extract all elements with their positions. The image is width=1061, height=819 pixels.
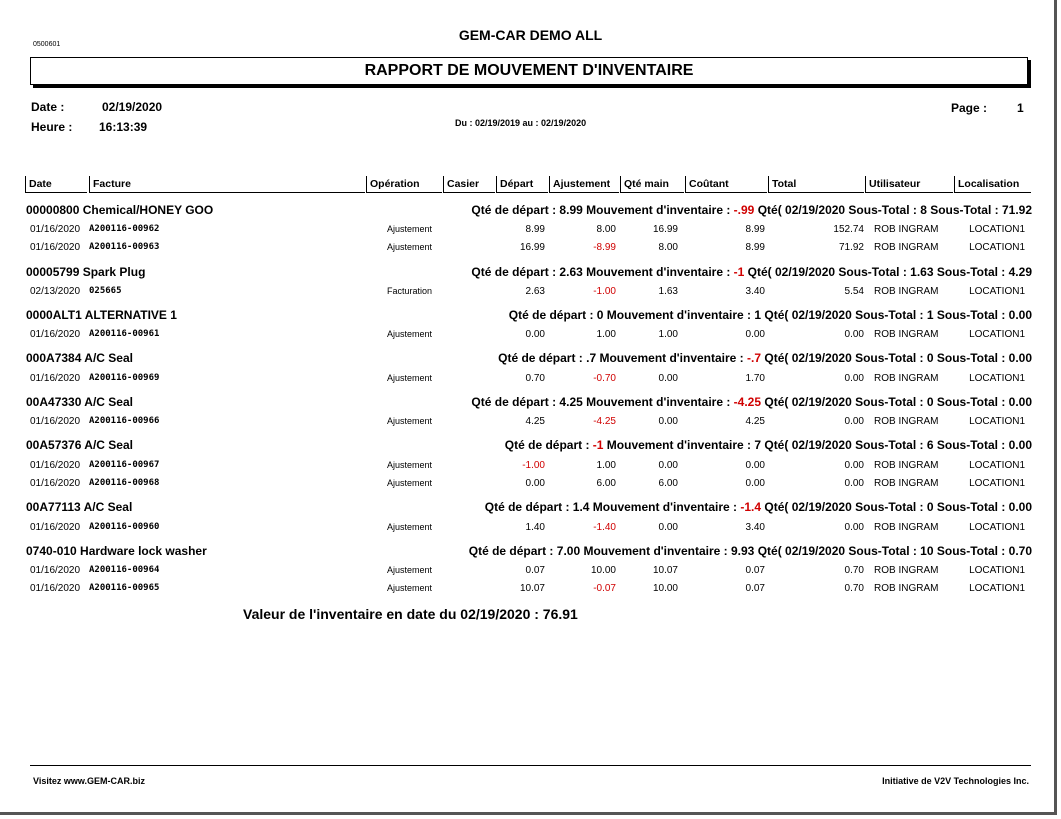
summary-text: Qté de départ : .7 Mouvement d'inventaire : xyxy=(498,351,748,365)
row-location: LOCATION1 xyxy=(969,373,1025,384)
row-ajustement: -0.07 xyxy=(593,583,616,594)
row-qte-main: 10.00 xyxy=(652,583,678,594)
row-facture: A200116-00960 xyxy=(89,522,160,532)
row-qte-main: 10.07 xyxy=(652,565,678,576)
table-row xyxy=(0,329,1061,343)
col-casier: Casier xyxy=(443,176,495,193)
col-utilisateur: Utilisateur xyxy=(865,176,953,193)
col-facture: Facture xyxy=(89,176,365,193)
row-coutant: 1.70 xyxy=(745,373,765,384)
row-depart: 1.40 xyxy=(525,522,545,533)
inventory-total: Valeur de l'inventaire en date du 02/19/2020 : 76.91 xyxy=(243,606,578,622)
group-name: 000A7384 A/C Seal xyxy=(26,351,133,365)
row-coutant: 0.07 xyxy=(745,565,765,576)
row-facture: A200116-00967 xyxy=(89,460,160,470)
table-row xyxy=(0,583,1061,597)
row-location: LOCATION1 xyxy=(969,460,1025,471)
row-depart: 0.00 xyxy=(525,478,545,489)
row-qte-main: 0.00 xyxy=(658,460,678,471)
row-date: 01/16/2020 xyxy=(30,242,81,253)
row-total: 71.92 xyxy=(838,242,864,253)
col-depart: Départ xyxy=(496,176,548,193)
row-depart: 16.99 xyxy=(519,242,545,253)
row-date: 01/16/2020 xyxy=(30,329,81,340)
company-name: GEM-CAR DEMO ALL xyxy=(458,27,603,43)
row-facture: A200116-00964 xyxy=(89,565,160,575)
row-ajustement: 6.00 xyxy=(596,478,616,489)
page-label: Page : xyxy=(951,101,988,115)
row-user: ROB INGRAM xyxy=(874,373,939,384)
group-summary xyxy=(498,351,1032,365)
row-date: 01/16/2020 xyxy=(30,224,81,235)
row-depart: 4.25 xyxy=(525,416,545,427)
summary-text: Qté de départ : 1.4 Mouvement d'inventaire : xyxy=(484,500,741,514)
row-coutant: 0.07 xyxy=(745,583,765,594)
row-user: ROB INGRAM xyxy=(874,329,939,340)
row-location: LOCATION1 xyxy=(969,329,1025,340)
row-operation: Ajustement xyxy=(386,224,432,234)
row-date: 01/16/2020 xyxy=(30,460,81,471)
row-coutant: 0.00 xyxy=(745,460,765,471)
group-summary xyxy=(505,438,1032,452)
row-operation: Ajustement xyxy=(386,478,432,488)
row-operation: Ajustement xyxy=(386,460,432,470)
summary-movement: -1 xyxy=(592,438,604,452)
row-total: 0.00 xyxy=(844,478,864,489)
row-ajustement: -1.40 xyxy=(593,522,616,533)
footer-divider xyxy=(30,765,1031,766)
group-header xyxy=(26,351,1032,368)
col-localisation: Localisation xyxy=(954,176,1031,193)
row-date: 01/16/2020 xyxy=(30,565,81,576)
summary-text: Qté de départ : 7.00 Mouvement d'inventaire : 9.93 Qté( 02/19/2020 Sous-Total : 10 Sous-Total : 0.70 xyxy=(468,544,1032,558)
row-total: 0.00 xyxy=(844,522,864,533)
row-user: ROB INGRAM xyxy=(874,460,939,471)
row-depart: 0.00 xyxy=(525,329,545,340)
row-location: LOCATION1 xyxy=(969,478,1025,489)
col-coutant: Coûtant xyxy=(685,176,767,193)
row-user: ROB INGRAM xyxy=(874,416,939,427)
group-name: 00005799 Spark Plug xyxy=(26,265,146,279)
row-date: 01/16/2020 xyxy=(30,583,81,594)
column-headers xyxy=(25,176,1031,194)
row-total: 0.70 xyxy=(844,565,864,576)
table-row xyxy=(0,460,1061,474)
row-ajustement: -8.99 xyxy=(593,242,616,253)
row-operation: Ajustement xyxy=(386,416,432,426)
row-operation: Ajustement xyxy=(386,522,432,532)
group-summary xyxy=(509,308,1032,322)
group-header xyxy=(26,438,1032,455)
row-total: 0.70 xyxy=(844,583,864,594)
row-date: 01/16/2020 xyxy=(30,373,81,384)
row-qte-main: 0.00 xyxy=(658,522,678,533)
group-summary xyxy=(471,203,1032,217)
row-ajustement: 8.00 xyxy=(596,224,616,235)
row-location: LOCATION1 xyxy=(969,224,1025,235)
row-total: 0.00 xyxy=(844,373,864,384)
row-date: 01/16/2020 xyxy=(30,522,81,533)
footer-credit: Initiative de V2V Technologies Inc. xyxy=(882,776,1029,786)
date-label: Date : xyxy=(31,100,65,114)
group-summary xyxy=(469,544,1032,558)
row-ajustement: 1.00 xyxy=(596,460,616,471)
date-range: Du : 02/19/2019 au : 02/19/2020 xyxy=(455,118,587,128)
group-header xyxy=(26,308,1032,325)
col-ajustement: Ajustement xyxy=(549,176,619,193)
summary-movement: -.7 xyxy=(747,351,762,365)
group-name: 00A57376 A/C Seal xyxy=(26,438,133,452)
date-value: 02/19/2020 xyxy=(102,100,163,114)
footer-website: Visitez www.GEM-CAR.biz xyxy=(33,776,146,786)
summary-text: Qté( 02/19/2020 Sous-Total : 1 Sous-Total : 0.00 xyxy=(761,308,1032,322)
table-row xyxy=(0,242,1061,256)
table-row xyxy=(0,416,1061,430)
group-name: 0000ALT1 ALTERNATIVE 1 xyxy=(26,308,177,322)
row-qte-main: 6.00 xyxy=(658,478,678,489)
row-operation: Facturation xyxy=(386,286,432,296)
row-coutant: 3.40 xyxy=(745,522,765,533)
row-qte-main: 1.00 xyxy=(658,329,678,340)
row-user: ROB INGRAM xyxy=(874,583,939,594)
row-operation: Ajustement xyxy=(386,329,432,339)
row-ajustement: -1.00 xyxy=(593,286,616,297)
row-facture: A200116-00969 xyxy=(89,373,160,383)
row-operation: Ajustement xyxy=(386,565,432,575)
row-depart: 0.07 xyxy=(525,565,545,576)
row-location: LOCATION1 xyxy=(969,286,1025,297)
row-facture: A200116-00961 xyxy=(89,329,160,339)
row-depart: 8.99 xyxy=(525,224,545,235)
summary-movement: -1 xyxy=(733,265,745,279)
group-name: 00A77113 A/C Seal xyxy=(26,500,133,514)
row-depart: 2.63 xyxy=(525,286,545,297)
row-depart: -1.00 xyxy=(522,460,545,471)
summary-text: Qté( 02/19/2020 Sous-Total : 0 Sous-Total : 0.00 xyxy=(761,395,1032,409)
summary-movement: -.99 xyxy=(733,203,755,217)
row-user: ROB INGRAM xyxy=(874,478,939,489)
summary-text: Qté( 02/19/2020 Sous-Total : 0 Sous-Total : 0.00 xyxy=(761,351,1032,365)
group-summary xyxy=(471,265,1032,279)
summary-movement: -1.4 xyxy=(740,500,762,514)
row-coutant: 0.00 xyxy=(745,329,765,340)
time-value: 16:13:39 xyxy=(99,120,148,134)
row-qte-main: 1.63 xyxy=(658,286,678,297)
row-user: ROB INGRAM xyxy=(874,286,939,297)
summary-text: Qté de départ : 2.63 Mouvement d'inventaire : xyxy=(471,265,734,279)
group-header xyxy=(26,395,1032,412)
col-operation: Opération xyxy=(366,176,442,193)
row-depart: 0.70 xyxy=(525,373,545,384)
row-ajustement: 10.00 xyxy=(590,565,616,576)
row-user: ROB INGRAM xyxy=(874,565,939,576)
row-location: LOCATION1 xyxy=(969,565,1025,576)
group-name: 00A47330 A/C Seal xyxy=(26,395,133,409)
row-total: 152.74 xyxy=(833,224,864,235)
group-name: 0740-010 Hardware lock washer xyxy=(26,544,207,558)
row-date: 02/13/2020 xyxy=(30,286,81,297)
table-row xyxy=(0,522,1061,536)
row-location: LOCATION1 xyxy=(969,242,1025,253)
row-operation: Ajustement xyxy=(386,242,432,252)
row-operation: Ajustement xyxy=(386,583,432,593)
row-total: 0.00 xyxy=(844,416,864,427)
row-user: ROB INGRAM xyxy=(874,522,939,533)
row-total: 5.54 xyxy=(844,286,864,297)
row-qte-main: 0.00 xyxy=(658,416,678,427)
summary-text: Qté de départ : xyxy=(504,438,593,452)
row-total: 0.00 xyxy=(844,460,864,471)
table-row xyxy=(0,224,1061,238)
row-coutant: 3.40 xyxy=(745,286,765,297)
table-row xyxy=(0,286,1061,300)
table-row xyxy=(0,478,1061,492)
row-ajustement: 1.00 xyxy=(596,329,616,340)
summary-text: Qté( 02/19/2020 Sous-Total : 8 Sous-Total : 71.92 xyxy=(754,203,1032,217)
summary-movement: -4.25 xyxy=(733,395,762,409)
col-qte-main: Qté main xyxy=(620,176,684,193)
page-number: 1 xyxy=(1017,101,1024,115)
row-facture: A200116-00965 xyxy=(89,583,160,593)
row-coutant: 4.25 xyxy=(745,416,765,427)
summary-text: Mouvement d'inventaire : 7 Qté( 02/19/2020 Sous-Total : 6 Sous-Total : 0.00 xyxy=(603,438,1032,452)
row-facture: A200116-00966 xyxy=(89,416,160,426)
table-row xyxy=(0,565,1061,579)
col-total: Total xyxy=(768,176,864,193)
group-summary xyxy=(485,500,1032,514)
row-location: LOCATION1 xyxy=(969,416,1025,427)
table-row xyxy=(0,373,1061,387)
col-date: Date xyxy=(25,176,87,193)
row-ajustement: -4.25 xyxy=(593,416,616,427)
report-code: 0500601 xyxy=(33,41,61,48)
row-date: 01/16/2020 xyxy=(30,416,81,427)
row-qte-main: 8.00 xyxy=(658,242,678,253)
summary-text: Qté de départ : 0 Mouvement d'inventaire : 1 xyxy=(508,308,762,322)
row-user: ROB INGRAM xyxy=(874,242,939,253)
report-title: RAPPORT DE MOUVEMENT D'INVENTAIRE xyxy=(30,57,1028,85)
group-header xyxy=(26,203,1032,220)
group-name: 00000800 Chemical/HONEY GOO xyxy=(26,203,214,217)
row-ajustement: -0.70 xyxy=(593,373,616,384)
row-location: LOCATION1 xyxy=(969,583,1025,594)
time-label: Heure : xyxy=(31,120,73,134)
row-coutant: 0.00 xyxy=(745,478,765,489)
group-header xyxy=(26,544,1032,561)
row-total: 0.00 xyxy=(844,329,864,340)
row-coutant: 8.99 xyxy=(745,224,765,235)
summary-text: Qté de départ : 4.25 Mouvement d'inventaire : xyxy=(471,395,734,409)
row-facture: A200116-00962 xyxy=(89,224,160,234)
row-date: 01/16/2020 xyxy=(30,478,81,489)
summary-text: Qté de départ : 8.99 Mouvement d'inventaire : xyxy=(471,203,734,217)
row-facture: 025665 xyxy=(89,286,122,296)
summary-text: Qté( 02/19/2020 Sous-Total : 1.63 Sous-Total : 4.29 xyxy=(744,265,1032,279)
row-location: LOCATION1 xyxy=(969,522,1025,533)
row-depart: 10.07 xyxy=(519,583,545,594)
row-user: ROB INGRAM xyxy=(874,224,939,235)
group-header xyxy=(26,500,1032,517)
summary-text: Qté( 02/19/2020 Sous-Total : 0 Sous-Total : 0.00 xyxy=(761,500,1032,514)
row-qte-main: 16.99 xyxy=(652,224,678,235)
row-facture: A200116-00968 xyxy=(89,478,160,488)
group-header xyxy=(26,265,1032,282)
row-qte-main: 0.00 xyxy=(658,373,678,384)
row-facture: A200116-00963 xyxy=(89,242,160,252)
row-operation: Ajustement xyxy=(386,373,432,383)
group-summary xyxy=(471,395,1032,409)
row-coutant: 8.99 xyxy=(745,242,765,253)
